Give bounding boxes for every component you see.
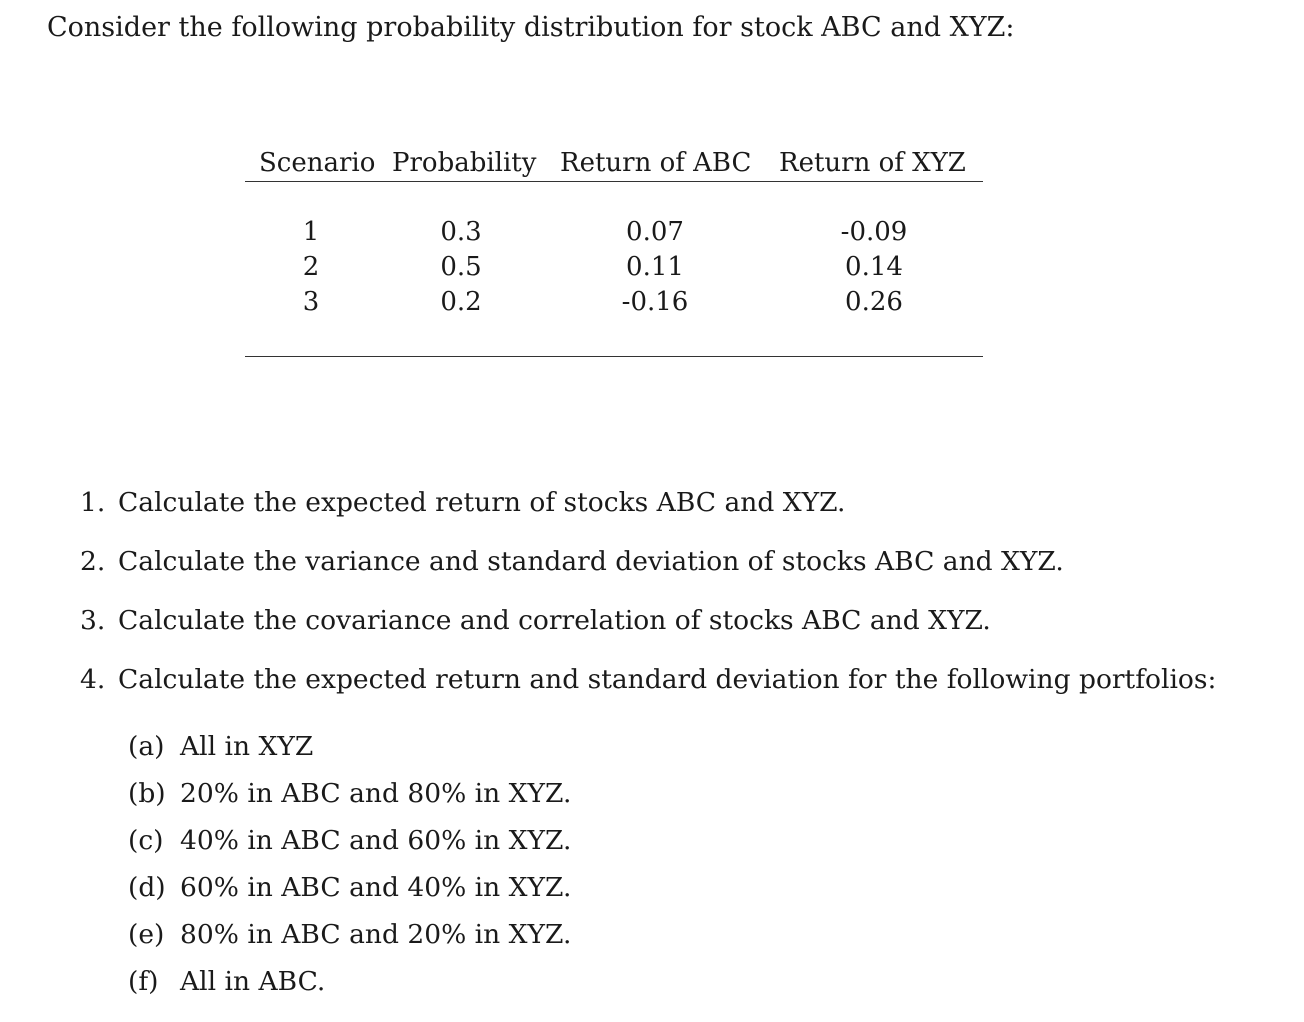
portfolio-label: (a) <box>128 731 165 762</box>
question-item <box>80 542 1064 582</box>
portfolio-label: (f) <box>128 966 159 997</box>
portfolio-item <box>128 727 313 767</box>
cell-return-xyz-3: 0.26 <box>845 287 903 317</box>
question-number: 1. <box>80 487 106 518</box>
header-return-xyz: Return of XYZ <box>779 148 966 178</box>
portfolio-text: 60% in ABC and 40% in XYZ. <box>180 872 572 903</box>
probability-table <box>245 141 983 358</box>
portfolio-item <box>128 915 571 955</box>
cell-return-xyz-1: -0.09 <box>840 217 908 247</box>
portfolio-item <box>128 962 325 1002</box>
portfolio-item <box>128 821 571 861</box>
cell-return-abc-2: 0.11 <box>626 252 684 282</box>
portfolio-item <box>128 868 571 908</box>
portfolio-label: (b) <box>128 778 166 809</box>
cell-return-abc-3: -0.16 <box>621 287 689 317</box>
header-probability: Probability <box>392 148 537 178</box>
question-text: Calculate the covariance and correlation of stocks ABC and XYZ. <box>118 605 991 636</box>
intro-text: Consider the following probability distribution for stock ABC and XYZ: <box>47 12 1015 43</box>
question-item <box>80 601 991 641</box>
question-number: 3. <box>80 605 106 636</box>
question-number: 4. <box>80 664 106 695</box>
portfolio-text: All in ABC. <box>180 966 326 997</box>
question-item <box>80 483 845 523</box>
cell-return-xyz-2: 0.14 <box>845 252 903 282</box>
portfolio-label: (c) <box>128 825 164 856</box>
question-text: Calculate the expected return of stocks ABC and XYZ. <box>118 487 846 518</box>
question-item <box>80 660 1216 700</box>
cell-probability-2: 0.5 <box>440 252 482 282</box>
table-top-rule <box>245 181 983 182</box>
portfolio-label: (e) <box>128 919 165 950</box>
portfolio-item <box>128 774 571 814</box>
portfolio-text: 20% in ABC and 80% in XYZ. <box>180 778 572 809</box>
header-scenario: Scenario <box>259 148 376 178</box>
portfolio-label: (d) <box>128 872 166 903</box>
cell-probability-1: 0.3 <box>440 217 482 247</box>
cell-return-abc-1: 0.07 <box>626 217 684 247</box>
question-text: Calculate the expected return and standard deviation for the following portfolios: <box>118 664 1217 695</box>
cell-scenario-2: 2 <box>302 252 320 282</box>
question-number: 2. <box>80 546 106 577</box>
cell-scenario-3: 3 <box>302 287 320 317</box>
header-return-abc: Return of ABC <box>560 148 752 178</box>
cell-probability-3: 0.2 <box>440 287 482 317</box>
portfolio-text: 80% in ABC and 20% in XYZ. <box>180 919 572 950</box>
portfolio-text: All in XYZ <box>180 731 314 762</box>
portfolio-text: 40% in ABC and 60% in XYZ. <box>180 825 572 856</box>
question-text: Calculate the variance and standard deviation of stocks ABC and XYZ. <box>118 546 1064 577</box>
cell-scenario-1: 1 <box>302 217 320 247</box>
table-bottom-rule <box>245 356 983 357</box>
